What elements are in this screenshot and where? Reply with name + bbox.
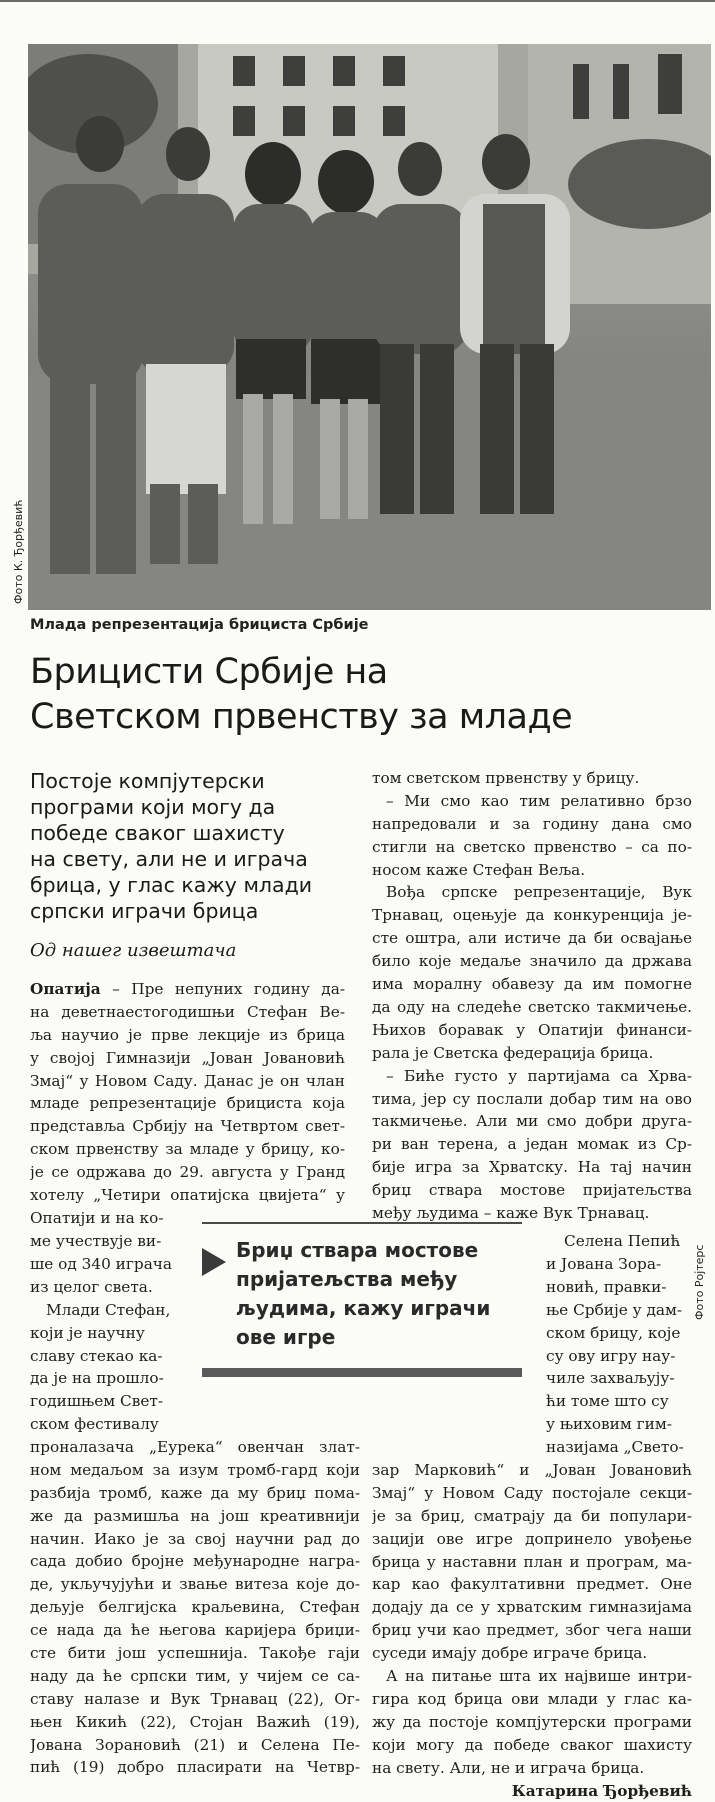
text-line: начин. Иако је за свој научни рад до [30,1528,360,1551]
text-line: и Јована Зора- [546,1253,692,1276]
lead-line: програми који могу да [30,794,340,820]
text-line: же да размишља на још креативнији [30,1505,360,1528]
text-line: брица у наставни план и програм, ма- [372,1551,692,1574]
pull-quote-line: Бриџ ствара мостове [236,1236,516,1265]
text-line: носом каже Стефан Веља. [372,859,692,882]
text-line: представља Србију на Четвртом свет- [30,1115,345,1138]
text-line: ње Србије у дам- [546,1299,692,1322]
text-line: ском брицу, које [546,1322,692,1345]
text-line: који је научну [30,1322,180,1345]
lead-line: брица, у глас кажу млади [30,872,340,898]
text-line: А на питање шта их највише интри- [372,1665,692,1688]
text-line: се нада да ће његова каријера бриџи- [30,1619,360,1642]
text-line: Змај“ у Новом Саду. Данас је он члан [30,1070,345,1093]
text-line: међу људима – каже Вук Трнавац. [372,1202,692,1225]
text-line: у њиховим гим- [546,1413,692,1436]
text-line: ри ван терена, а један момак из Ср- [372,1133,692,1156]
text-line: том светском првенству у брицу. [372,767,692,790]
reporter-line: Од нашег извештача [30,940,236,961]
text-line: сада добио бројне међународне награ- [30,1550,360,1573]
text-line: ше од 340 играча [30,1253,180,1276]
lead-line: Постоје компјутерски [30,768,340,794]
text-line: Опатији и на ко- [30,1207,345,1230]
text-line: Трнавац, оцењује да конкуренција је- [372,904,692,927]
pull-quote-top-rule [202,1222,522,1224]
text-line: сте бити још успешнија. Такође гаји [30,1642,360,1665]
column-2-narrow [546,1230,692,1459]
pull-quote-bottom-rule [202,1368,522,1377]
text-line: њен Кикић (22), Стојан Важић (19), [30,1711,360,1734]
pull-quote-line: пријатељства међу [236,1265,516,1294]
text-line: сте оштра, али истиче да би освајање [372,927,692,950]
text-line: де, укључујући и звање витеза које до- [30,1573,360,1596]
text-line: било које медаље значило да држава [372,950,692,973]
text-line: Змај“ у Новом Саду постојале секци- [372,1482,692,1505]
text-line: на свету. Али, не и играча брица. [372,1757,692,1780]
pull-quote [202,1222,522,1377]
text-line: који могу да победе сваког шахисту [372,1734,692,1757]
text-line: у својој Гимназији „Јован Јовановић [30,1047,345,1070]
pull-quote-line: људима, кажу играчи [236,1294,516,1323]
text-line: такмичење. Али ми смо добри друга- [372,1110,692,1133]
lead-paragraph [30,768,340,924]
text-line: тима, јер су послали добар тим на ово [372,1088,692,1111]
text-line: – Биће густо у партијама са Хрва- [372,1065,692,1088]
text-line: напредовали и за годину дана смо [372,813,692,836]
text-line: да је на прошло- [30,1367,180,1390]
team-photo-illustration [28,44,711,610]
lead-line: на свету, али не и играча [30,846,340,872]
column-2-bottom [372,1459,692,1802]
text-line: младе репрезентације брициста која [30,1092,345,1115]
lead-line: српски играчи брица [30,898,340,924]
text-line: дељује белгијска краљевина, Стефан [30,1596,360,1619]
text-line: жу да постоје компјутерски програми [372,1711,692,1734]
text-line: Селена Пепић [546,1230,692,1253]
text-line: пић (19) добро пласирати на Четвр- [30,1756,360,1779]
text-line: – Ми смо као тим релативно брзо [372,790,692,813]
text-line: стигли на светско првенство – са по- [372,836,692,859]
text-line: има моралну обавезу да им помогне [372,973,692,996]
text-line: ставу налазе и Вук Трнавац (22), Ог- [30,1688,360,1711]
top-rule [0,0,715,2]
text-line: ћи томе што су [546,1390,692,1413]
text-line: Вођа српске репрезентације, Вук [372,881,692,904]
text-line: зар Марковић“ и „Јован Јовановић [372,1459,692,1482]
dateline-place: Опатија [30,980,101,998]
pull-quote-line: ове игре [236,1323,516,1352]
pull-quote-text [236,1236,516,1352]
headline-line: Брицисти Србије на [30,650,690,695]
photo-credit: Фото К. Ђорђевић [12,500,25,604]
text-line: рала је Светска федерација брица. [372,1042,692,1065]
column-1-bottom [30,1436,360,1779]
text-line: Млади Стефан, [30,1299,180,1322]
column-1-narrow [30,1230,180,1436]
text-line: на деветнаестогодишњи Стефан Ве- [30,1001,345,1024]
text-line: је за бриџ, сматрају да би популари- [372,1505,692,1528]
team-photo [28,44,711,610]
text-line: да оду на следеће светско такмичење. [372,996,692,1019]
text-line: додају да се у хрватским гимназијама [372,1596,692,1619]
column-2-top [372,767,692,1225]
photo-caption: Млада репрезентација брициста Србије [30,617,369,633]
text-line: кар као факултативни предмет. Оне [372,1573,692,1596]
text-line: наду да ће српски тим, у чијем се са- [30,1665,360,1688]
text-line: гира код брица ови млади у глас ка- [372,1688,692,1711]
text-line: разбија тромб, каже да му бриџ пома- [30,1482,360,1505]
text-line: суседи имају добре играче брица. [372,1642,692,1665]
headline-line: Светском првенству за младе [30,695,690,740]
text-line: Њихов боравак у Опатији финанси- [372,1019,692,1042]
column-1-top [30,978,345,1230]
photo-credit-right: Фото Ројтерс [693,1245,706,1320]
lead-line: победе сваког шахисту [30,820,340,846]
text-line: ме учествује ви- [30,1230,180,1253]
text-line: чиле захваљују- [546,1367,692,1390]
text-line: је се одржава до 29. августа у Гранд [30,1161,345,1184]
text-line: из целог света. [30,1276,180,1299]
triangle-bullet-icon [202,1248,226,1276]
author-byline: Катарина Ђорђевић [372,1780,692,1802]
text-line: хотелу „Четири опатијска цвијета“ у [30,1184,345,1207]
text-line: Јована Зорановић (21) и Селена Пе- [30,1734,360,1757]
text-line: проналазача „Еурека“ овенчан злат- [30,1436,360,1459]
text-line: зацији ове игре допринело увођење [372,1528,692,1551]
text-line: ном медаљом за изум тромб-гард који [30,1459,360,1482]
text-line: су ову игру нау- [546,1345,692,1368]
text-line: бриџ ствара мостове пријатељства [372,1179,692,1202]
text-line: ском првенству за младе у брицу, ко- [30,1138,345,1161]
text-line: годишњем Свет- [30,1390,180,1413]
text-line: назијама „Свето- [546,1436,692,1459]
text-line: Опатија – Пре непуних годину да- [30,978,345,1001]
headline [30,650,690,740]
text-line: славу стекао ка- [30,1345,180,1368]
text-line: бриџ учи као предмет, због чега наши [372,1619,692,1642]
text-line: ља научио је прве лекције из брица [30,1024,345,1047]
text-line: ском фестивалу [30,1413,180,1436]
text-line: бије игра за Хрватску. На тај начин [372,1156,692,1179]
text-line: новић, правки- [546,1276,692,1299]
